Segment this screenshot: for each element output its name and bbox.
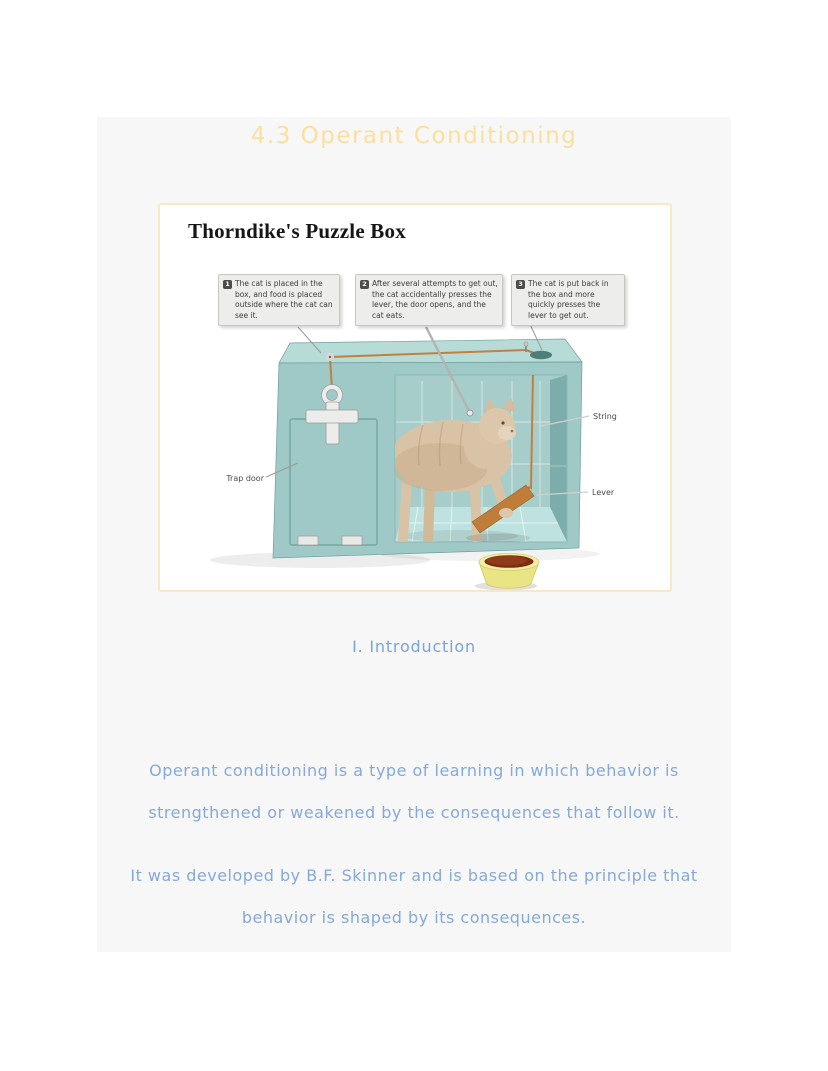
- trap-door-label: Trap door: [226, 474, 264, 483]
- page-title: 4.3 Operant Conditioning: [250, 123, 578, 149]
- door-hinge-left: [298, 536, 318, 545]
- step-number-badge: 2: [360, 280, 369, 289]
- arrow-tip: [467, 410, 473, 416]
- lever-shadow: [466, 534, 530, 543]
- cat-eye: [501, 421, 504, 424]
- section-heading-introduction: I. Introduction: [352, 637, 476, 656]
- paragraph-line: Operant conditioning is a type of learning in which behavior is: [149, 761, 679, 780]
- cat-rear-leg: [403, 482, 407, 539]
- pulley-center: [329, 356, 331, 358]
- door-hinge-right: [342, 536, 362, 545]
- lever-label: Lever: [592, 488, 615, 497]
- cat-muzzle: [498, 426, 516, 440]
- callout-text: After several attempts to get out, the cat accidentally presses the lever, the door opens, and the cat eats.: [372, 279, 498, 320]
- callout-text: The cat is placed in the box, and food is placed outside where the cat can see it.: [235, 279, 333, 320]
- bowl-food-highlight: [487, 556, 527, 566]
- step-number-badge: 3: [516, 280, 525, 289]
- step-number-badge: 1: [223, 280, 232, 289]
- paragraph-line: strengthened or weakened by the consequences that follow it.: [148, 803, 680, 822]
- cat-rear-leg2: [428, 487, 430, 541]
- cat-paw: [499, 508, 513, 518]
- paragraph-line: It was developed by B.F. Skinner and is based on the principle that: [130, 866, 698, 885]
- callout-step-3: [511, 274, 625, 326]
- paragraph-2: [97, 855, 731, 939]
- latch-horizontal-bar: [306, 410, 358, 423]
- callout-step-1: [218, 274, 340, 326]
- string-label: String: [593, 412, 617, 421]
- food-bowl: [475, 554, 539, 591]
- paragraph-1: [97, 750, 731, 834]
- cat-nose: [511, 430, 514, 433]
- callout-text: The cat is put back in the box and more quickly presses the lever to get out.: [528, 279, 609, 320]
- page-content-area: [97, 117, 731, 952]
- callout-step-2: [355, 274, 503, 326]
- box-top-face: [279, 339, 582, 363]
- puzzle-box-illustration: [160, 205, 670, 590]
- paragraph-line: behavior is shaped by its consequences.: [241, 908, 587, 927]
- top-hole: [530, 351, 552, 359]
- figure-title: Thorndike's Puzzle Box: [188, 219, 406, 243]
- figure-card: [158, 203, 672, 592]
- string-pin-head: [524, 342, 528, 346]
